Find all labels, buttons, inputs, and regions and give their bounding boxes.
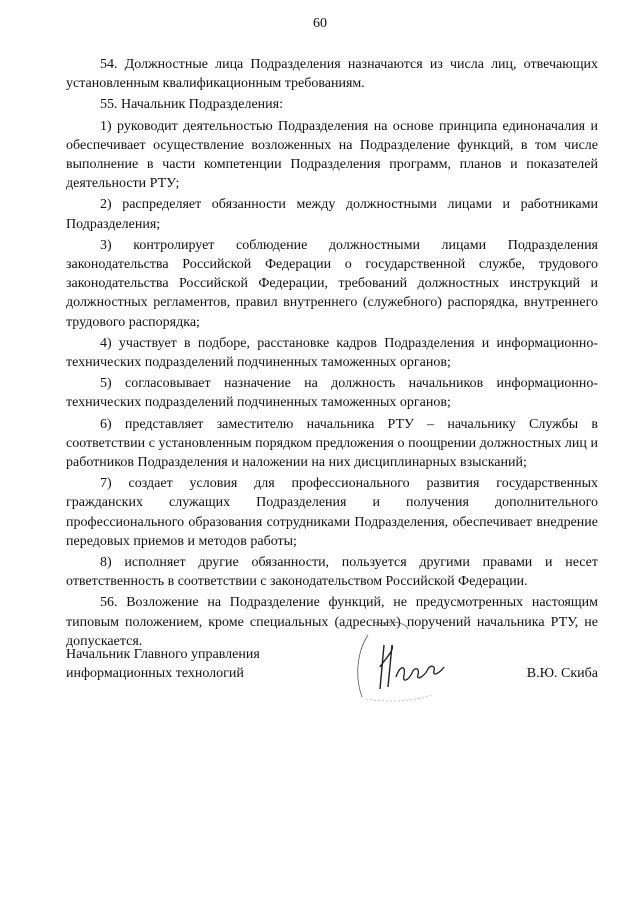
paragraph-55-item-2: 2) распределяет обязанности между должностными лицами и работниками Подразделения;: [66, 197, 598, 232]
paragraph-55-item-6: 6) представляет заместителю начальника РТУ – начальнику Службы в соответствии с установленным порядком предложения о поощрении должностных лиц и работников Подразделения и наложении на них дисциплинарных взысканий;: [66, 416, 598, 471]
paragraph-55-item-8: 8) исполняет другие обязанности, пользуется другими правами и несет ответственность в соответствии с законодательством Российской Федерации.: [66, 555, 598, 590]
page-number: 60: [313, 16, 327, 31]
paragraph-55-item-4: 4) участвует в подборе, расстановке кадров Подразделения и информационно-технических подразделений подчиненных таможенных органов;: [66, 335, 598, 371]
signer-title-line-2: информационных технологий: [66, 666, 244, 681]
document-body: [66, 55, 598, 653]
signature-block: [66, 645, 598, 715]
signer-title: [66, 645, 306, 683]
paragraph-55-item-3: 3) контролирует соблюдение должностными лицами Подразделения законодательства Российской Федерации о государственной службе, трудового законодательства Российской Федерации, требований должностных инструкций и должностных регламентов, правил внутреннего (служебного) распорядка, внутреннего трудового распорядка;: [66, 237, 598, 330]
handwritten-signature-icon: [336, 615, 466, 705]
paragraph-55-item-5: 5) согласовывает назначение на должность начальников информационно-технических подразделений подчиненных таможенных органов;: [66, 376, 598, 411]
signer-name: В.Ю. Скиба: [526, 666, 598, 681]
paragraph-55-item-1: 1) руководит деятельностью Подразделения на основе принципа единоначалия и обеспечивает осуществление возложенных на Подразделение функций, в том числе выполнение в части компетенции Подразделения программ, планов и показателей деятельности РТУ;: [66, 118, 598, 192]
signer-title-line-1: Начальник Главного управления: [66, 647, 260, 662]
paragraph-55-heading: 55. Начальник Подразделения:: [100, 97, 283, 113]
paragraph-56: 56. Возложение на Подразделение функций, не предусмотренных настоящим типовым положением, кроме специальных (адресных) поручений начальника РТУ, не допускается.: [66, 595, 598, 649]
paragraph-54: 54. Должностные лица Подразделения назначаются из числа лиц, отвечающих установленным квалификационным требованиям.: [66, 57, 598, 92]
paragraph-55-item-7: 7) создает условия для профессионального развития государственных гражданских служащих Подразделения и получения дополнительного профессионального образования сотрудниками Подразделения, обеспечивает внедрение передовых приемов и методов работы;: [66, 476, 598, 549]
